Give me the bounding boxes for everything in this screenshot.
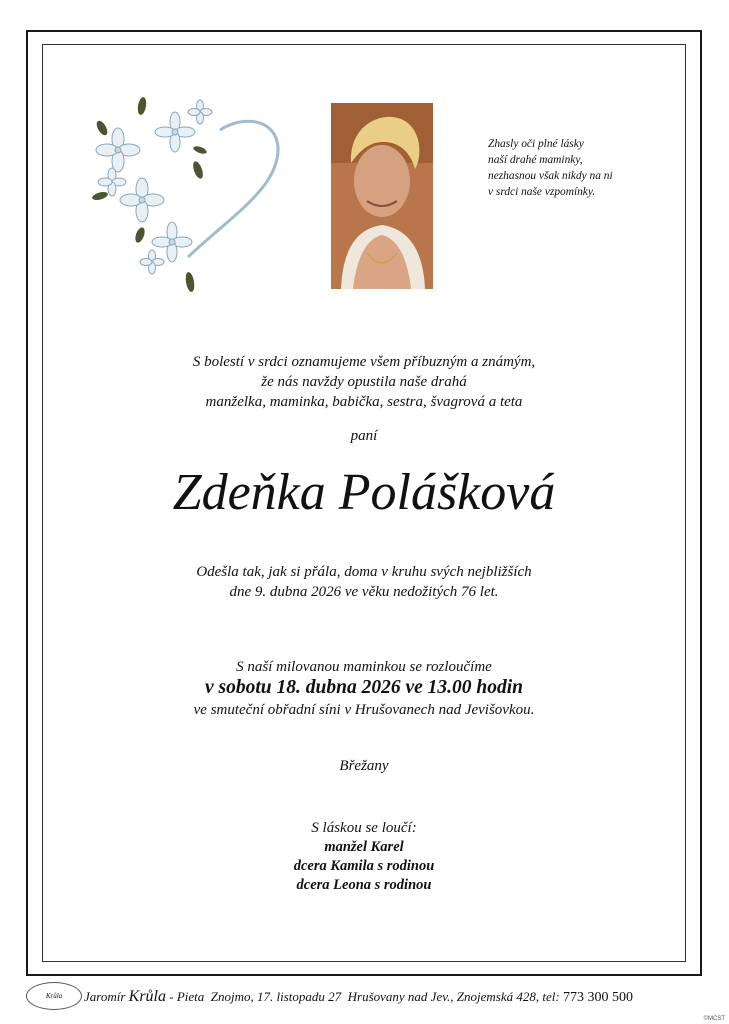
mourner-name: dcera Leona s rodinou (296, 877, 432, 893)
verse-line: v srdci naše vzpomínky. (488, 186, 596, 198)
announcement-line: S bolestí v srdci oznamujeme všem příbuzným a známým, (192, 354, 536, 370)
mourners-intro: S láskou se loučí: (311, 820, 417, 836)
flower-heart-icon (80, 92, 285, 304)
departure-line: dne 9. dubna 2026 ve věku nedožitých 76 let. (229, 584, 499, 600)
announcement-line: manželka, maminka, babička, sestra, švagrová a teta (205, 394, 523, 410)
deceased-name: Zdeňka Polášková (172, 464, 556, 521)
verse-line: Zhasly oči plné lásky (488, 138, 584, 150)
phone-number: 773 300 500 (562, 990, 633, 1005)
pieta-logo: Krůla (26, 982, 82, 1010)
mourners-list (42, 838, 686, 895)
farewell-date-time: v sobotu 18. dubna 2026 ve 13.00 hodin (205, 677, 523, 698)
verse-line: naší drahé maminky, (488, 154, 583, 166)
funeral-service-footer (26, 982, 706, 1012)
copyright-mark: ©MCST (703, 1016, 725, 1022)
firm-first-name: Jaromír (84, 989, 126, 1004)
village-name: Břežany (339, 758, 389, 774)
mourner-name: dcera Kamila s rodinou (293, 858, 435, 874)
address-znojmo: Znojmo, 17. listopadu 27 (210, 989, 342, 1004)
portrait-photo (331, 103, 433, 289)
departure-line: Odešla tak, jak si přála, doma v kruhu svých nejbližších (196, 564, 532, 580)
departure-text (42, 562, 686, 602)
firm-brand: Krůla (128, 988, 166, 1005)
footer-contact (84, 988, 633, 1006)
phone-label: tel: (542, 989, 560, 1004)
announcement-text (42, 352, 686, 412)
verse-line: nezhasnou však nikdy na ni (488, 170, 613, 182)
memorial-verse (488, 136, 678, 200)
address-hrusovany: Hrušovany nad Jev., Znojemská 428, (347, 989, 540, 1004)
mourner-name: manžel Karel (324, 839, 404, 855)
title-word: paní (350, 428, 378, 444)
farewell-place: ve smuteční obřadní síni v Hrušovanech nad Jevišovkou. (193, 702, 535, 718)
farewell-intro: S naší milovanou maminkou se rozloučíme (236, 659, 492, 675)
firm-suffix: - Pieta (169, 989, 205, 1004)
announcement-line: že nás navždy opustila naše drahá (261, 374, 467, 390)
